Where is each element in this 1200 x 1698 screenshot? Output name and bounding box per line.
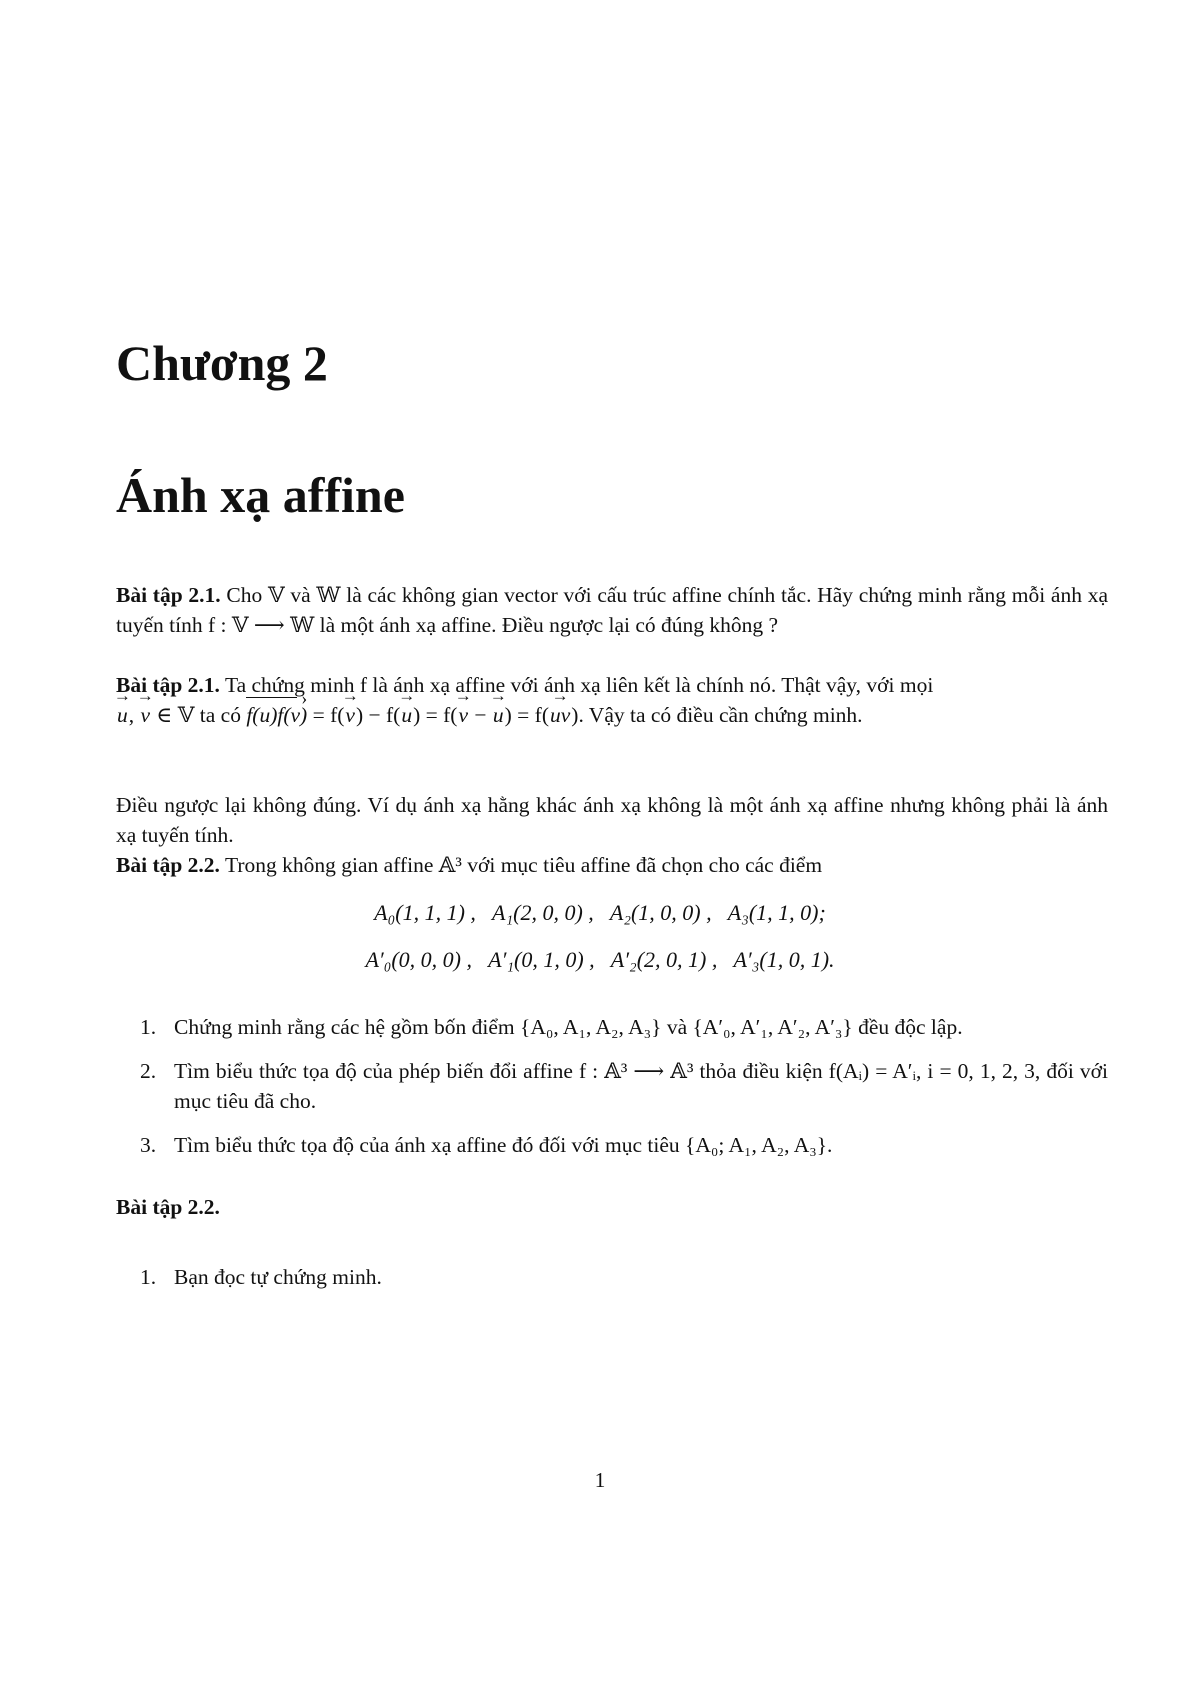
fv: f(v) <box>277 703 308 727</box>
vector-u: → u <box>492 700 505 730</box>
exercise-2-2 <box>116 850 1108 880</box>
list-item <box>140 1012 1108 1042</box>
item-text: Bạn đọc tự chứng minh. <box>174 1265 382 1289</box>
exercise-heading: Bài tập 2.1. <box>116 583 221 607</box>
points-row-2 <box>0 945 1200 975</box>
exercise-heading: Bài tập 2.2. <box>116 853 220 877</box>
list-item <box>140 1262 1108 1292</box>
item-text: Tìm biểu thức tọa độ của phép biến đổi affine f : 𝔸³ ⟶ 𝔸³ thỏa điều kiện f(Aᵢ) = A′ᵢ, i = 0, 1, 2, 3, đối với mục tiêu đã cho. <box>174 1059 1108 1113</box>
exercise-2-1 <box>116 580 1108 640</box>
point: A₀(1, 1, 1) , <box>374 900 476 925</box>
vector-u: → u <box>400 700 413 730</box>
exercise-text: Trong không gian affine 𝔸³ với mục tiêu affine đã chọn cho các điểm <box>224 853 823 877</box>
solution-2-1 <box>116 670 1108 730</box>
solution-line-1: Ta chứng minh f là ánh xạ affine với ánh xạ liên kết là chính nó. Thật vậy, với mọi <box>224 673 934 697</box>
list-item <box>140 1130 1108 1160</box>
exercise-text: Cho 𝕍 và 𝕎 là các không gian vector với cấu trúc affine chính tắc. Hãy chứng minh rằng mỗi ánh xạ tuyến tính f : 𝕍 ⟶ 𝕎 là một ánh xạ affine. Điều ngược lại có đúng không ? <box>116 583 1108 637</box>
text-fragment: ∈ 𝕍 ta có <box>151 703 247 727</box>
chapter-label: Chương 2 <box>116 335 328 391</box>
text-fragment: ) = f( <box>504 703 549 727</box>
item-number: 1. <box>140 1265 157 1289</box>
text-fragment: = f( <box>307 703 345 727</box>
exercise-2-2-list <box>140 1012 1108 1160</box>
solution-heading: Bài tập 2.1. <box>116 673 220 697</box>
vector-v: → v <box>344 700 356 730</box>
item-number: 3. <box>140 1133 157 1157</box>
text-fragment: , <box>128 703 140 727</box>
solution-heading: Bài tập 2.2. <box>116 1195 220 1219</box>
vector-v: → v <box>457 700 469 730</box>
item-text: Chứng minh rằng các hệ gồm bốn điểm {A₀, A₁, A₂, A₃} và {A′₀, A′₁, A′₂, A′₃} đều độc lập. <box>174 1015 963 1039</box>
solution-2-1-para-2: Điều ngược lại không đúng. Ví dụ ánh xạ hằng khác ánh xạ không là một ánh xạ affine nhưng không phải là ánh xạ tuyến tính. <box>116 793 1108 847</box>
solution-2-2 <box>116 1192 1108 1222</box>
page-number: 1 <box>594 1468 606 1492</box>
text-fragment: ). Vậy ta có điều cần chứng minh. <box>571 703 863 727</box>
text-fragment: ) = f( <box>413 703 458 727</box>
vector-uv: → uv <box>549 700 571 730</box>
text-fragment: − <box>468 703 492 727</box>
list-item <box>140 1056 1108 1116</box>
point: A′₂(2, 0, 1) , <box>610 947 718 972</box>
point: A′₃(1, 0, 1). <box>733 947 835 972</box>
solution-2-2-list <box>140 1262 1108 1292</box>
item-text: Tìm biểu thức tọa độ của ánh xạ affine đó đối với mục tiêu {A₀; A₁, A₂, A₃}. <box>174 1133 833 1157</box>
vector-fu-fv <box>246 700 307 730</box>
chapter-title: Ánh xạ affine <box>116 467 405 523</box>
text-fragment: ) − f( <box>355 703 401 727</box>
fu: f(u) <box>246 703 278 727</box>
point: A₁(2, 0, 0) , <box>492 900 594 925</box>
vector-u: → u <box>116 700 129 730</box>
item-number: 1. <box>140 1015 157 1039</box>
points-row-1 <box>0 898 1200 928</box>
point: A₂(1, 0, 0) , <box>609 900 712 925</box>
item-number: 2. <box>140 1059 157 1083</box>
point: A′₁(0, 1, 0) , <box>488 947 595 972</box>
point: A₃(1, 1, 0); <box>727 900 826 925</box>
vector-v: → v <box>140 700 152 730</box>
point: A′₀(0, 0, 0) , <box>365 947 473 972</box>
